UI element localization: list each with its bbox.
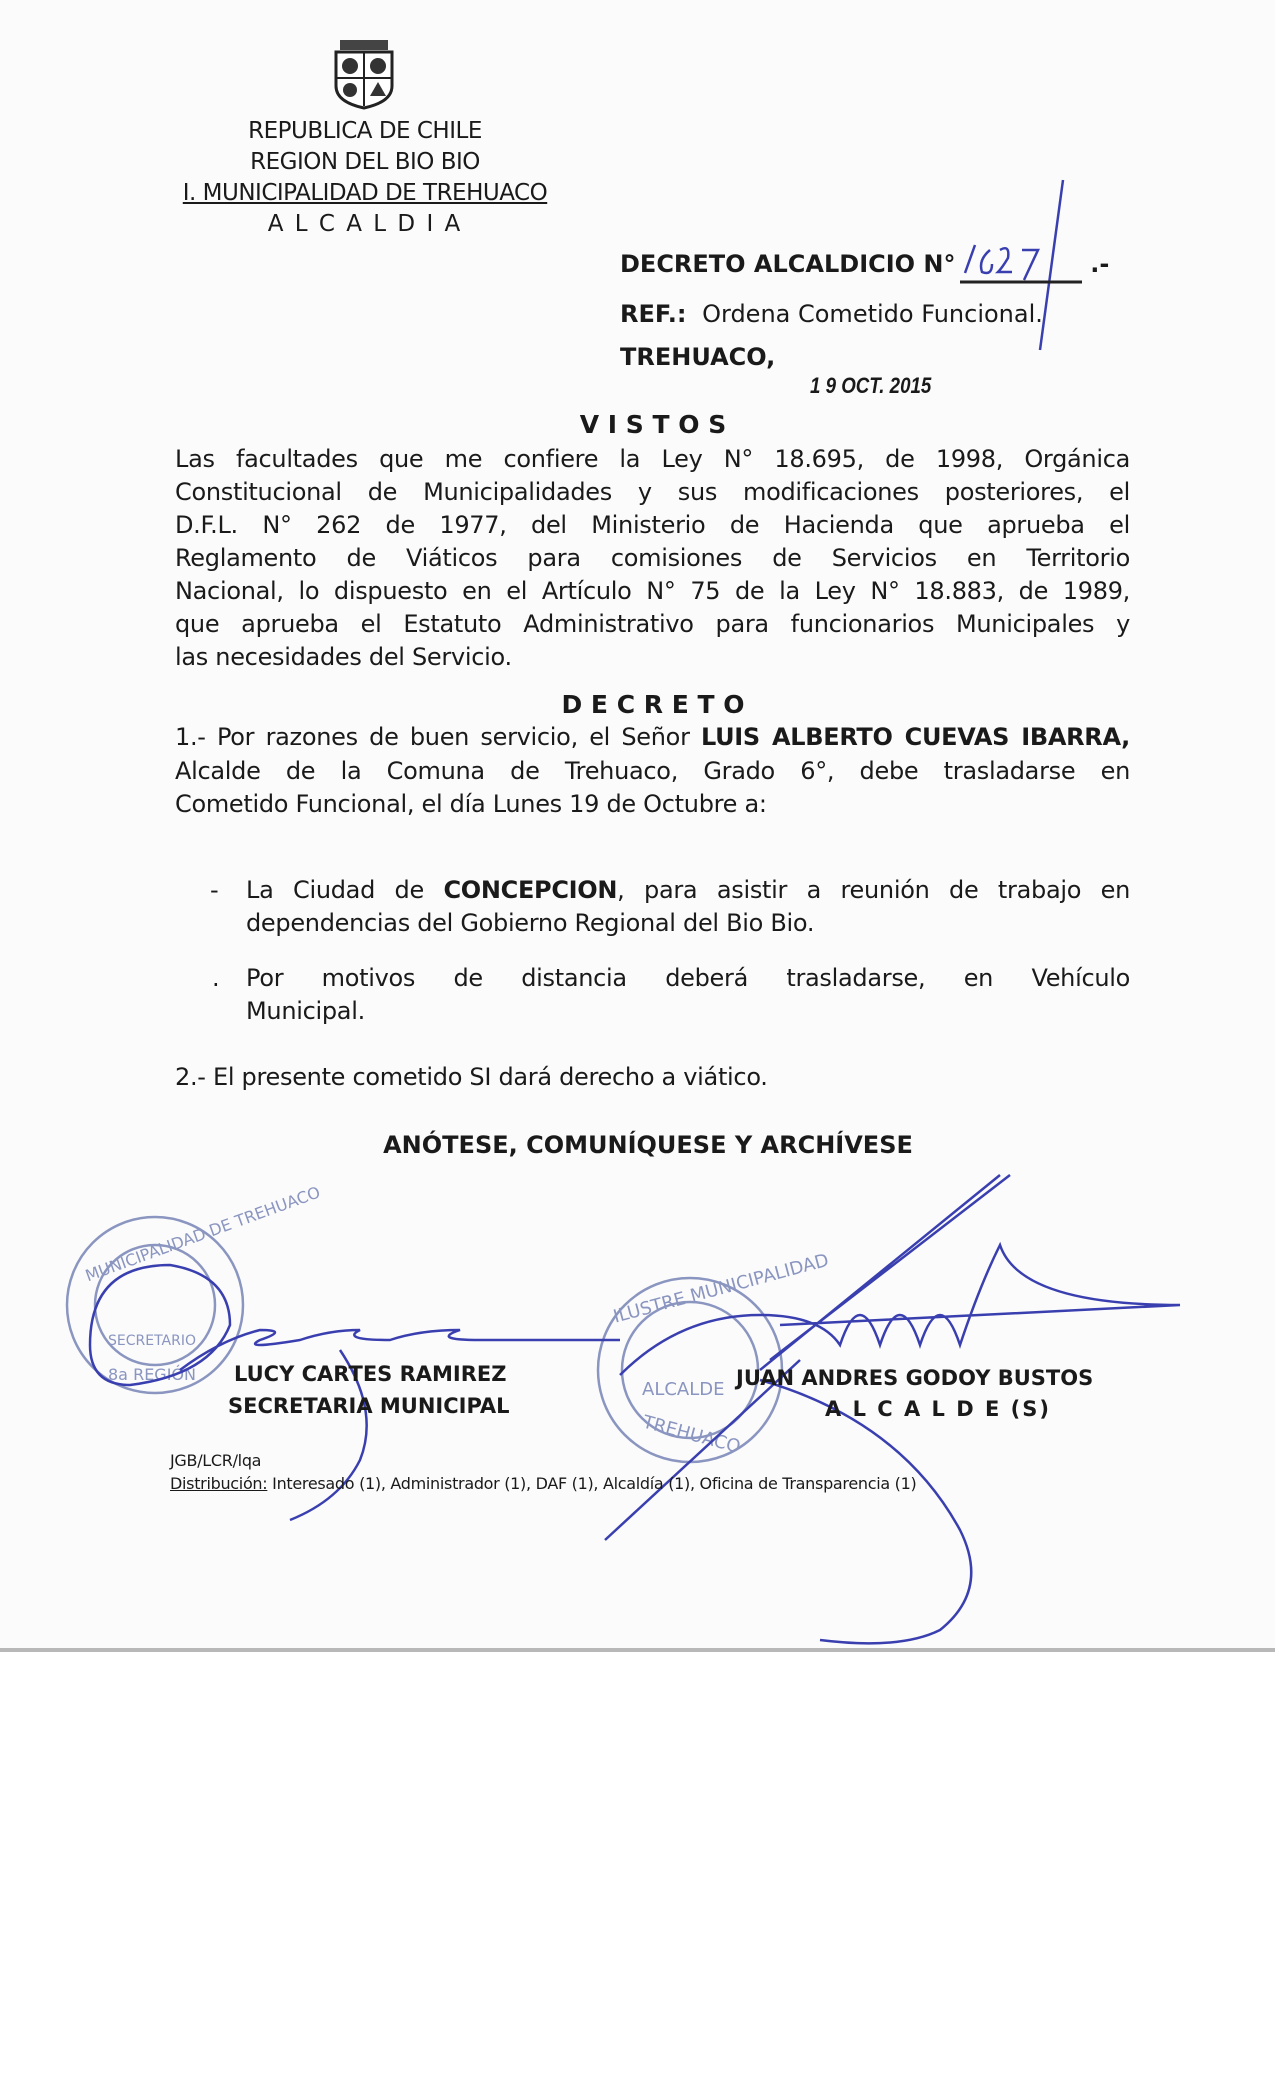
decreto-heading: D E C R E T O [561,690,745,719]
alcalde-name: JUAN ANDRES GODOY BUSTOS [736,1366,1094,1390]
header-alcaldia: A L C A L D I A [267,211,463,237]
initials: JGB/LCR/lqa [170,1451,262,1470]
bullet1-line1 [246,876,1130,904]
official-name: LUIS ALBERTO CUEVAS IBARRA, [700,723,1130,751]
item1-line1 [175,723,1130,751]
vistos-line: Constitucional de Municipalidades y sus modificaciones posteriores, el [175,478,1130,506]
decree-suffix: .- [1090,250,1110,278]
decree-place: TREHUACO, [620,343,776,371]
vistos-line: que aprueba el Estatuto Administrativo para funcionarios Municipales y [175,610,1130,638]
destination-city: CONCEPCION [443,876,618,904]
item1-prefix: 1.- Por razones de buen servicio, el Señor [175,723,701,751]
svg-text:MUNICIPALIDAD DE TREHUACO: MUNICIPALIDAD DE TREHUACO [82,1182,323,1286]
bullet1-suffix: , para asistir a reunión de trabajo en [617,876,1130,904]
svg-text:SECRETARIO: SECRETARIO [108,1333,196,1349]
header-republica: REPUBLICA DE CHILE [248,118,482,144]
secretaria-title: SECRETARIA MUNICIPAL [228,1394,510,1418]
bullet1-line2: dependencias del Gobierno Regional del Bio Bio. [246,909,815,937]
vistos-line: Las facultades que me confiere la Ley N° 18.695, de 1998, Orgánica [175,445,1130,473]
ref-text: Ordena Cometido Funcional. [702,300,1043,328]
item1-line2: Alcalde de la Comuna de Trehuaco, Grado 6°, debe trasladarse en [175,757,1130,785]
item1-line3: Cometido Funcional, el día Lunes 19 de Octubre a: [175,790,767,818]
svg-text:TREHUACO: TREHUACO [640,1411,743,1458]
distribution-label: Distribución: [170,1474,268,1493]
secretaria-name: LUCY CARTES RAMIREZ [234,1362,507,1386]
distribution-text: Interesado (1), Administrador (1), DAF (1), Alcaldía (1), Oficina de Transparencia (1) [267,1474,917,1493]
vistos-line: Reglamento de Viáticos para comisiones de Servicios en Territorio [175,544,1130,572]
vistos-heading: V I S T O S [579,410,727,439]
closing-formula: ANÓTESE, COMUNÍQUESE Y ARCHÍVESE [383,1131,913,1159]
bullet2-dash: . [212,964,220,992]
header-region: REGION DEL BIO BIO [250,149,480,175]
decree-title [620,250,1109,278]
date-stamp: 1 9 OCT. 2015 [810,373,932,398]
distribution [170,1474,916,1493]
vistos-line: D.F.L. N° 262 de 1977, del Ministerio de Hacienda que aprueba el [175,511,1130,539]
bullet2-line1: Por motivos de distancia deberá trasladarse, en Vehículo [246,964,1130,992]
alcalde-title: A L C A L D E (S) [825,1397,1051,1421]
ref-label: REF.: [620,300,687,328]
decree-reference [620,300,1043,328]
svg-text:ALCALDE: ALCALDE [642,1379,725,1400]
header-municipalidad: I. MUNICIPALIDAD DE TREHUACO [182,180,548,206]
vistos-line: Nacional, lo dispuesto en el Artículo N° 75 de la Ley N° 18.883, de 1989, [175,577,1130,605]
item2: 2.- El presente cometido SI dará derecho a viático. [175,1063,768,1091]
municipal-crest-logo [336,40,392,108]
bullet1-dash: - [210,876,219,904]
bullet1-prefix: La Ciudad de [246,876,444,904]
decree-title-text: DECRETO ALCALDICIO N° [620,250,956,278]
svg-text:ILUSTRE MUNICIPALIDAD: ILUSTRE MUNICIPALIDAD [611,1249,832,1328]
bullet2-line2: Municipal. [246,997,365,1025]
svg-text:8a REGIÓN: 8a REGIÓN [108,1365,196,1384]
vistos-line: las necesidades del Servicio. [175,643,512,671]
stamp-alcalde [598,1250,831,1462]
